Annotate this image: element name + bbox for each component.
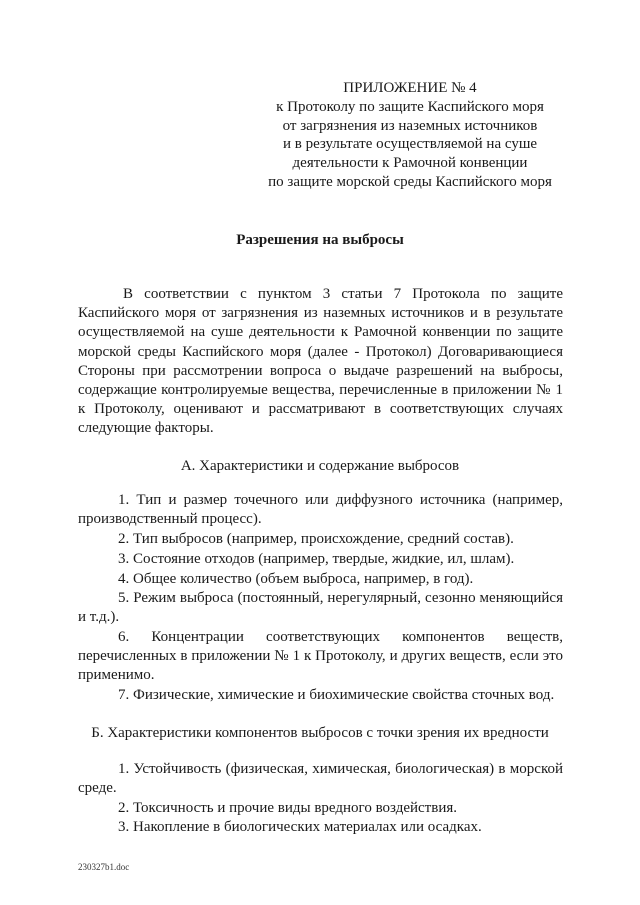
appendix-header-line: по защите морской среды Каспийского моря xyxy=(268,173,552,190)
document-title: Разрешения на выбросы xyxy=(236,232,404,248)
appendix-header-line: деятельности к Рамочной конвенции xyxy=(292,155,528,172)
section-a-item: 1. Тип и размер точечного или диффузного источника (например, производственный процесс). xyxy=(78,492,563,528)
appendix-header xyxy=(230,79,590,192)
section-a-item: 6. Концентрации соответствующих компонентов веществ, перечисленных в приложении № 1 к Протоколу, и других веществ, если это применимо. xyxy=(78,629,563,684)
appendix-header-line: от загрязнения из наземных источников xyxy=(282,117,538,134)
section-b-item: 1. Устойчивость (физическая, химическая, биологическая) в морской среде. xyxy=(78,761,563,797)
section-a-item: 4. Общее количество (объем выброса, например, в год). xyxy=(118,571,474,587)
appendix-header-line: к Протоколу по защите Каспийского моря xyxy=(276,98,544,115)
section-a-item: 5. Режим выброса (постоянный, нерегулярный, сезонно меняющийся и т.д.). xyxy=(78,590,563,626)
appendix-header-line: ПРИЛОЖЕНИЕ № 4 xyxy=(343,80,477,96)
section-a-item: 2. Тип выбросов (например, происхождение, средний состав). xyxy=(118,531,514,547)
section-a-heading: А. Характеристики и содержание выбросов xyxy=(180,458,460,474)
section-b-item: 3. Накопление в биологических материалах или осадках. xyxy=(118,819,482,835)
intro-paragraph: В соответствии с пунктом 3 статьи 7 Протокола по защите Каспийского моря от загрязнения из наземных источников и в результате осуществляемой на суше деятельности к Рамочной конвенции по защите морской среды Каспийского моря (далее - Протокол) Договаривающиеся Стороны при рассмотрении вопроса о выдаче разрешений на выбросы, содержащие контролируемые вещества, перечисленные в приложении № 1 к Протоколу, оценивают и рассматривают в соответствующих случаях следующие факторы. xyxy=(78,286,563,437)
section-a-item: 3. Состояние отходов (например, твердые, жидкие, ил, шлам). xyxy=(118,551,515,567)
appendix-header-line: и в результате осуществляемой на суше xyxy=(282,136,538,153)
section-b-item: 2. Токсичность и прочие виды вредного воздействия. xyxy=(118,800,458,816)
section-b-heading: Б. Характеристики компонентов выбросов с точки зрения их вредности xyxy=(91,725,549,741)
footer-filename: 230327b1.doc xyxy=(78,862,130,872)
section-a-item: 7. Физические, химические и биохимические свойства сточных вод. xyxy=(118,687,555,703)
